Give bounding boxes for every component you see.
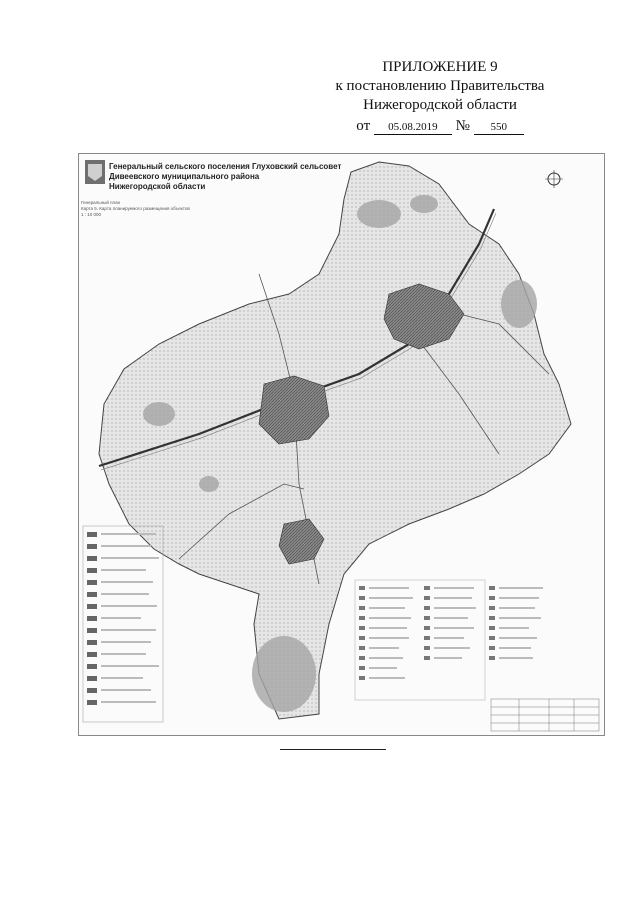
map-subtitle-line-1: Генеральный план xyxy=(81,200,121,205)
map-title-line-1: Генеральный сельского поселения Глуховский сельсовет xyxy=(109,162,342,171)
settlement-boundary xyxy=(99,162,571,719)
decree-date-line xyxy=(320,117,560,136)
map-subtitle-line-3: 1 : 10 000 xyxy=(81,212,102,217)
region-name: Нижегородской области xyxy=(363,97,517,113)
decree-number: 550 xyxy=(474,120,524,135)
map-drawing xyxy=(79,154,604,735)
map-title-line-3: Нижегородской области xyxy=(109,182,206,191)
emblem xyxy=(85,160,105,184)
legend-left xyxy=(83,526,163,722)
master-plan-map xyxy=(78,153,605,736)
date-prefix: от xyxy=(356,118,371,134)
document-header xyxy=(320,58,560,136)
number-sign: № xyxy=(455,118,470,134)
decree-date: 05.08.2019 xyxy=(374,120,452,135)
map-subtitle-line-2: Карта 5. Карта планируемого размещения объектов xyxy=(81,206,190,211)
map-title xyxy=(109,162,341,192)
end-rule xyxy=(280,749,386,750)
annex-label: ПРИЛОЖЕНИЕ 9 xyxy=(382,59,498,75)
map-title-line-2: Дивеевского муниципального района xyxy=(109,172,260,181)
legend-right xyxy=(355,580,543,700)
title-block xyxy=(491,699,599,731)
north-arrow xyxy=(545,170,563,188)
map-subtitle xyxy=(81,200,190,218)
decree-reference: к постановлению Правительства xyxy=(335,78,545,94)
